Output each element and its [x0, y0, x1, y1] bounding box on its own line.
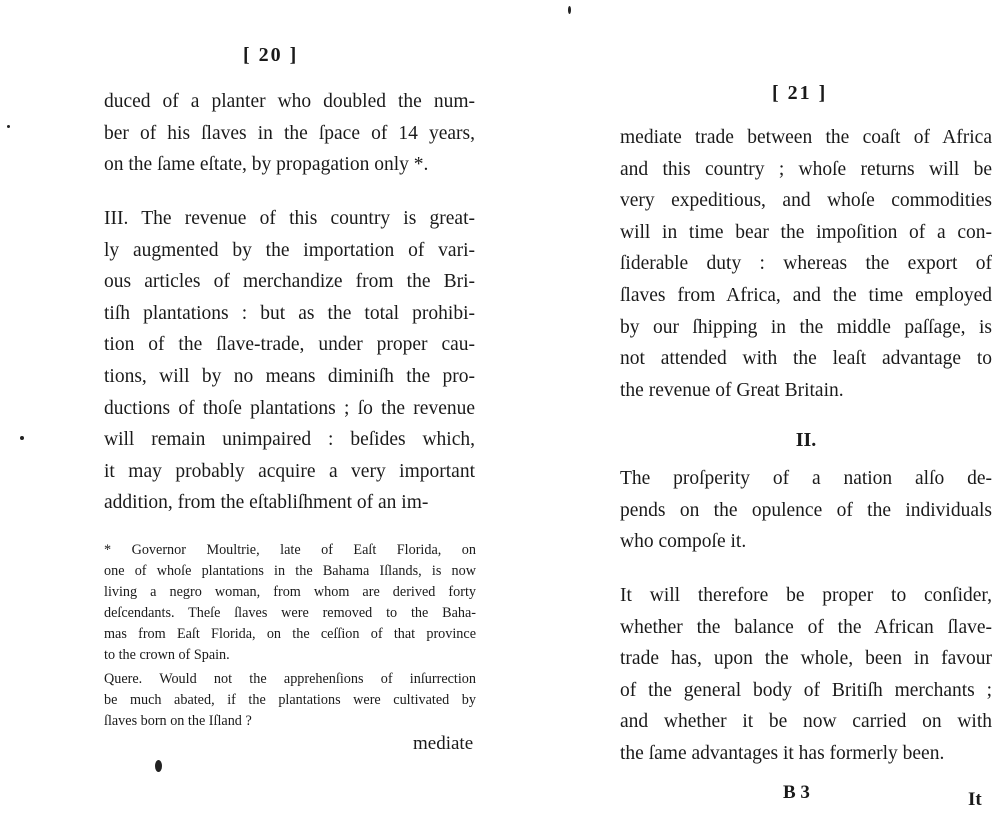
text-line: ſlaves from Africa, and the time employed	[620, 284, 992, 306]
right-paragraph-1	[620, 122, 992, 406]
text-line: mas from Eaſt Florida, on the ceſſion of that province	[104, 626, 476, 642]
text-line: pends on the opulence of the individuals	[620, 499, 992, 521]
text-line: tions, will by no means diminiſh the pro-	[104, 365, 475, 387]
text-line: on the ſame eſtate, by propagation only *.	[104, 154, 429, 176]
catchword-right: It	[968, 789, 982, 810]
text-line: duced of a planter who doubled the num-	[104, 91, 475, 112]
text-line: addition, from the eſtabliſhment of an im-	[104, 492, 429, 514]
text-line: one of whoſe plantations in the Bahama Iſlands, is now	[104, 563, 476, 579]
text-line: and this country ; whoſe returns will be	[620, 158, 992, 180]
text-line: Quere. Would not the apprehenſions of inſurrection	[104, 671, 476, 687]
right-paragraph-3	[620, 580, 992, 770]
text-line: not attended with the leaſt advantage to	[620, 348, 992, 370]
footnote-1	[104, 540, 476, 666]
catchword-left: mediate	[413, 733, 474, 754]
text-line: it may probably acquire a very important	[104, 460, 475, 482]
left-paragraph-2	[104, 203, 475, 519]
text-line: tiſh plantations : but as the total prohibi-	[104, 302, 475, 324]
text-line: * Governor Moultrie, late of Eaſt Florida, on	[104, 542, 476, 558]
text-line: to the crown of Spain.	[104, 647, 230, 663]
text-line: be much abated, if the plantations were cultivated by	[104, 692, 476, 708]
right-paragraph-2	[620, 463, 992, 558]
text-line: the revenue of Great Britain.	[620, 379, 844, 401]
text-line: ous articles of merchandize from the Bri-	[104, 271, 475, 293]
ink-speck	[155, 760, 162, 772]
ink-speck	[20, 436, 24, 440]
text-line: and whether it be now carried on with	[620, 711, 992, 733]
text-line: will in time bear the impoſition of a con-	[620, 221, 992, 243]
text-line: very expeditious, and whoſe commodities	[620, 190, 992, 212]
left-paragraph-1	[104, 86, 475, 181]
section-heading: II.	[795, 429, 817, 451]
text-line: III. The revenue of this country is great-	[104, 208, 475, 229]
text-line: ber of his ſlaves in the ſpace of 14 years,	[104, 122, 475, 144]
text-line: tion of the ſlave-trade, under proper cau-	[104, 334, 475, 356]
text-line: by our ſhipping in the middle paſſage, is	[620, 316, 992, 338]
text-line: It will therefore be proper to conſider,	[620, 585, 992, 606]
text-line: who compoſe it.	[620, 531, 747, 553]
page-number-left: [ 20 ]	[243, 44, 299, 66]
text-line: whether the balance of the African ſlave-	[620, 616, 992, 638]
text-line: living a negro woman, from whom are derived forty	[104, 584, 476, 600]
text-line: ſlaves born on the Iſland ?	[104, 713, 252, 729]
text-line: The proſperity of a nation alſo de-	[620, 468, 992, 489]
text-line: of the general body of Britiſh merchants ;	[620, 679, 992, 701]
text-line: trade has, upon the whole, been in favour	[620, 648, 992, 670]
text-line: ſiderable duty : whereas the export of	[620, 253, 992, 275]
text-line: mediate trade between the coaſt of Africa	[620, 127, 992, 148]
ink-speck	[7, 125, 10, 128]
right-page	[500, 0, 1000, 814]
text-line: ductions of thoſe plantations ; ſo the revenue	[104, 397, 475, 419]
ink-speck	[568, 6, 571, 14]
text-line: deſcendants. Theſe ſlaves were removed to the Baha-	[104, 605, 476, 621]
footnote-2	[104, 669, 476, 732]
signature-mark: B 3	[783, 782, 810, 803]
text-line: will remain unimpaired : beſides which,	[104, 429, 475, 451]
text-line: the ſame advantages it has formerly been.	[620, 742, 945, 764]
page-number-right: [ 21 ]	[772, 82, 828, 104]
text-line: ly augmented by the importation of vari-	[104, 239, 475, 261]
